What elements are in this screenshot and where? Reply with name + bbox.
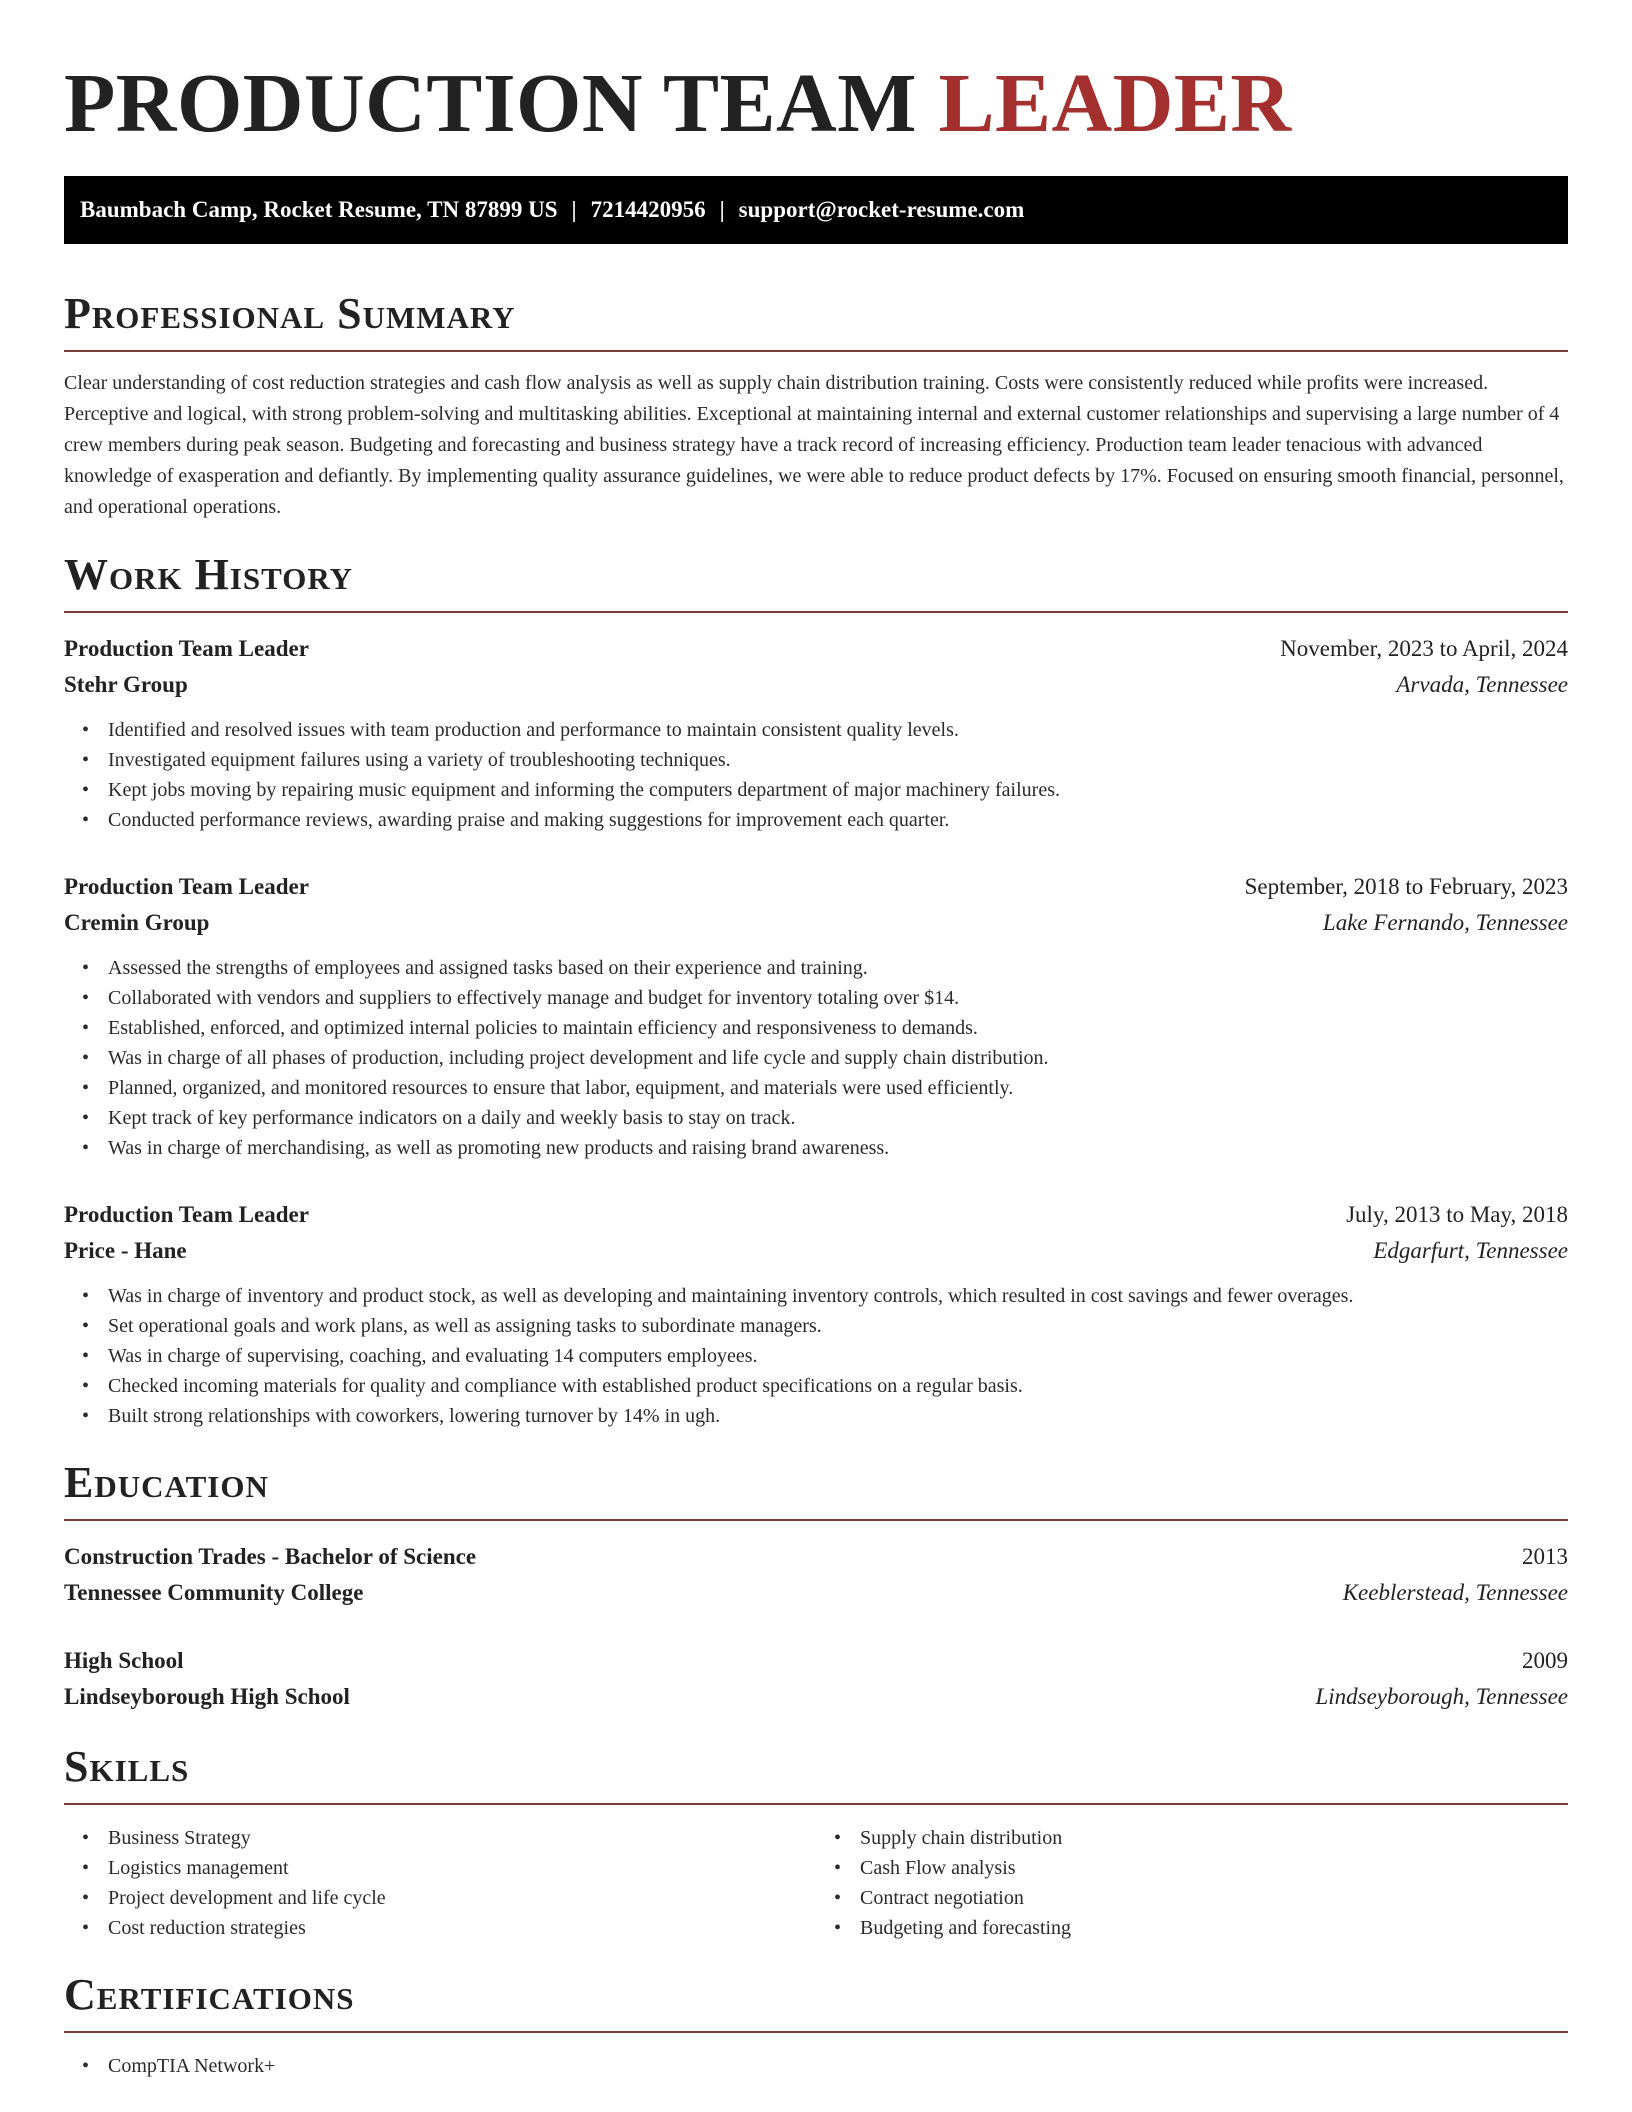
job-dates: September, 2018 to February, 2023 (1244, 874, 1568, 899)
skills-column-right (816, 1823, 1568, 1943)
skill-item: • Logistics management (108, 1853, 816, 1883)
education-section (64, 1457, 1568, 1715)
skill-item: • Contract negotiation (860, 1883, 1568, 1913)
job-title: Production Team Leader (64, 1202, 309, 1227)
contact-separator: | (719, 197, 725, 222)
job-bullet: • Was in charge of inventory and product stock, as well as developing and maintaining inventory controls, which resulted in cost savings and fewer overages. (108, 1281, 1568, 1311)
education-degree-row (64, 1643, 1568, 1679)
contact-email[interactable]: support@rocket-resume.com (738, 197, 1025, 222)
job-location: Edgarfurt, Tennessee (1373, 1238, 1568, 1263)
job-bullet: • Investigated equipment failures using a variety of troubleshooting techniques. (108, 745, 1568, 775)
summary-heading: Professional Summary (64, 289, 516, 338)
skill-item: • Business Strategy (108, 1823, 816, 1853)
section-divider (64, 2031, 1568, 2033)
skills-list (64, 1823, 816, 1943)
education-location: Lindseyborough, Tennessee (1315, 1684, 1568, 1709)
skill-item: • Project development and life cycle (108, 1883, 816, 1913)
job-bullet: • Kept jobs moving by repairing music equipment and informing the computers department of major machinery failures. (108, 775, 1568, 805)
job-location: Arvada, Tennessee (1396, 672, 1568, 697)
job-bullet: • Identified and resolved issues with team production and performance to maintain consistent quality levels. (108, 715, 1568, 745)
job-bullets (64, 1281, 1568, 1431)
contact-address: Baumbach Camp, Rocket Resume, TN 87899 US (80, 197, 558, 222)
education-heading: Education (64, 1458, 269, 1507)
skill-item: • Cost reduction strategies (108, 1913, 816, 1943)
education-school-row (64, 1679, 1568, 1715)
certifications-heading: Certifications (64, 1970, 355, 2019)
skills-grid (64, 1823, 1568, 1943)
job-bullet: • Kept track of key performance indicators on a daily and weekly basis to stay on track. (108, 1103, 1568, 1133)
certifications-list (64, 2051, 1568, 2081)
job-dates: November, 2023 to April, 2024 (1280, 636, 1568, 661)
job-bullet: • Assessed the strengths of employees and assigned tasks based on their experience and training. (108, 953, 1568, 983)
job-company-row (64, 667, 1568, 703)
job-bullets (64, 715, 1568, 835)
job-bullet: • Checked incoming materials for quality and compliance with established product specifications on a regular basis. (108, 1371, 1568, 1401)
work-history-section (64, 549, 1568, 1431)
skills-list (816, 1823, 1568, 1943)
contact-bar (64, 176, 1568, 244)
certification-item: • CompTIA Network+ (108, 2051, 1568, 2081)
education-school: Lindseyborough High School (64, 1684, 350, 1709)
education-degree: Construction Trades - Bachelor of Science (64, 1544, 477, 1569)
work-history-heading: Work History (64, 550, 354, 599)
skills-section (64, 1741, 1568, 1943)
contact-separator: | (571, 197, 577, 222)
summary-section (64, 288, 1568, 523)
job-company-row (64, 1233, 1568, 1269)
education-entry (64, 1643, 1568, 1715)
title-accent: LEADER (938, 57, 1292, 150)
section-divider (64, 611, 1568, 613)
education-location: Keeblerstead, Tennessee (1342, 1580, 1568, 1605)
job-entry (64, 1197, 1568, 1431)
job-bullet: • Was in charge of supervising, coaching, and evaluating 14 computers employees. (108, 1341, 1568, 1371)
skill-item: • Supply chain distribution (860, 1823, 1568, 1853)
education-year: 2013 (1522, 1544, 1568, 1569)
job-bullet: • Collaborated with vendors and suppliers to effectively manage and budget for inventory totaling over $14. (108, 983, 1568, 1013)
job-title: Production Team Leader (64, 874, 309, 899)
job-company: Cremin Group (64, 910, 210, 935)
section-divider (64, 350, 1568, 352)
title-main: PRODUCTION TEAM (64, 57, 917, 150)
section-divider (64, 1519, 1568, 1521)
education-degree-row (64, 1539, 1568, 1575)
job-bullet: • Was in charge of merchandising, as well as promoting new products and raising brand awareness. (108, 1133, 1568, 1163)
education-school: Tennessee Community College (64, 1580, 364, 1605)
job-bullet: • Planned, organized, and monitored resources to ensure that labor, equipment, and materials were used efficiently. (108, 1073, 1568, 1103)
education-school-row (64, 1575, 1568, 1611)
job-entry (64, 869, 1568, 1163)
skills-column-left (64, 1823, 816, 1943)
job-bullet: • Set operational goals and work plans, as well as assigning tasks to subordinate managers. (108, 1311, 1568, 1341)
job-bullet: • Conducted performance reviews, awarding praise and making suggestions for improvement each quarter. (108, 805, 1568, 835)
education-year: 2009 (1522, 1648, 1568, 1673)
section-divider (64, 1803, 1568, 1805)
job-location: Lake Fernando, Tennessee (1322, 910, 1568, 935)
job-dates: July, 2013 to May, 2018 (1346, 1202, 1568, 1227)
resume-title (64, 56, 1568, 152)
certifications-section (64, 1969, 1568, 2081)
job-bullets (64, 953, 1568, 1163)
job-title: Production Team Leader (64, 636, 309, 661)
job-bullet: • Established, enforced, and optimized internal policies to maintain efficiency and responsiveness to demands. (108, 1013, 1568, 1043)
summary-text: Clear understanding of cost reduction strategies and cash flow analysis as well as supply chain distribution training. Costs were consistently reduced while profits were increased. Perceptive and logical, with strong problem-solving and multitasking abilities. Exceptional at maintaining internal and external customer relationships and supervising a large number of 4 crew members during peak season. Budgeting and forecasting and business strategy have a track record of increasing efficiency. Production team leader tenacious with advanced knowledge of exasperation and defiantly. By implementing quality assurance guidelines, we were able to reduce product defects by 17%. Focused on ensuring smooth financial, personnel, and operational operations. (64, 372, 1564, 518)
job-entry (64, 631, 1568, 835)
education-degree: High School (64, 1648, 184, 1673)
job-bullet: • Built strong relationships with coworkers, lowering turnover by 14% in ugh. (108, 1401, 1568, 1431)
job-company: Stehr Group (64, 672, 188, 697)
skill-item: • Budgeting and forecasting (860, 1913, 1568, 1943)
skills-heading: Skills (64, 1742, 190, 1791)
job-bullet: • Was in charge of all phases of production, including project development and life cycle and supply chain distribution. (108, 1043, 1568, 1073)
contact-phone[interactable]: 7214420956 (590, 197, 706, 222)
job-header-row (64, 631, 1568, 667)
job-header-row (64, 1197, 1568, 1233)
job-header-row (64, 869, 1568, 905)
education-entry (64, 1539, 1568, 1611)
job-company: Price - Hane (64, 1238, 187, 1263)
job-company-row (64, 905, 1568, 941)
skill-item: • Cash Flow analysis (860, 1853, 1568, 1883)
